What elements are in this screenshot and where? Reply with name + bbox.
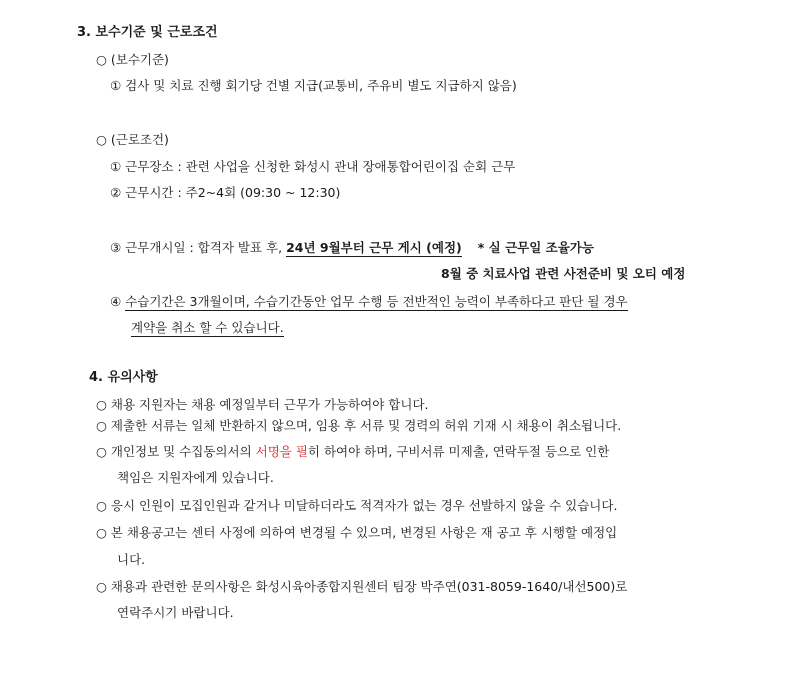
note-5-line-2: 니다. — [117, 552, 146, 567]
work-heading: ○ (근로조건) — [96, 132, 169, 147]
note-3 — [96, 443, 609, 461]
work-item-4-num: ④ — [110, 294, 126, 309]
note-1: ○ 채용 지원자는 채용 예정일부터 근무가 가능하여야 합니다. — [96, 397, 429, 412]
work-item-3-prefix: ③ 근무개시일 : 합격자 발표 후, — [110, 240, 287, 255]
pay-item-1: ① 검사 및 치료 진행 회기당 건별 지급(교통비, 주유비 별도 지급하지 않음) — [110, 78, 517, 93]
pay-heading: ○ (보수기준) — [96, 52, 169, 67]
probation-line-2-wrap — [131, 319, 284, 337]
work-item-3 — [110, 239, 594, 257]
note-5: ○ 본 채용공고는 센터 사정에 의하여 변경될 수 있으며, 변경된 사항은 재 공고 후 시행할 예정입 — [96, 525, 618, 540]
section-4-title: 4. 유의사항 — [89, 370, 158, 385]
probation-line-2: 계약을 취소 할 수 있습니다. — [131, 320, 284, 335]
work-start-date: 24년 9월부터 근무 게시 (예정) — [286, 240, 462, 255]
work-item-2: ② 근무시간 : 주2~4회 (09:30 ~ 12:30) — [110, 185, 341, 200]
work-item-1: ① 근무장소 : 관련 사업을 신청한 화성시 관내 장애통합어린이집 순회 근무 — [110, 159, 516, 174]
probation-line-1: 수습기간은 3개월이며, 수습기간동안 업무 수행 등 전반적인 능력이 부족하다고 판단 될 경우 — [125, 294, 628, 309]
note-3-part-a: ○ 개인정보 및 수집동의서의 — [96, 444, 256, 459]
signature-required: 서명을 필 — [255, 444, 308, 459]
note-2: ○ 제출한 서류는 일체 반환하지 않으며, 임용 후 서류 및 경력의 허위 기재 시 채용이 취소됩니다. — [96, 418, 622, 433]
note-4: ○ 응시 인원이 모집인원과 같거나 미달하더라도 적격자가 없는 경우 선발하지 않을 수 있습니다. — [96, 498, 618, 513]
note-6: ○ 채용과 관련한 문의사항은 화성시육아종합지원센터 팀장 박주연(031-8059-1640/내선500)로 — [96, 579, 628, 594]
note-3-line-2: 책임은 지원자에게 있습니다. — [117, 470, 274, 485]
section-3-title: 3. 보수기준 및 근로조건 — [77, 25, 218, 40]
work-item-3-line2: 8월 중 치료사업 관련 사전준비 및 오티 예정 — [441, 266, 686, 281]
work-start-note: * 실 근무일 조율가능 — [477, 240, 594, 255]
note-3-part-b: 히 하여야 하며, 구비서류 미제출, 연락두절 등으로 인한 — [307, 444, 610, 459]
work-item-4 — [110, 293, 628, 311]
note-6-line-2: 연락주시기 바랍니다. — [117, 605, 234, 620]
